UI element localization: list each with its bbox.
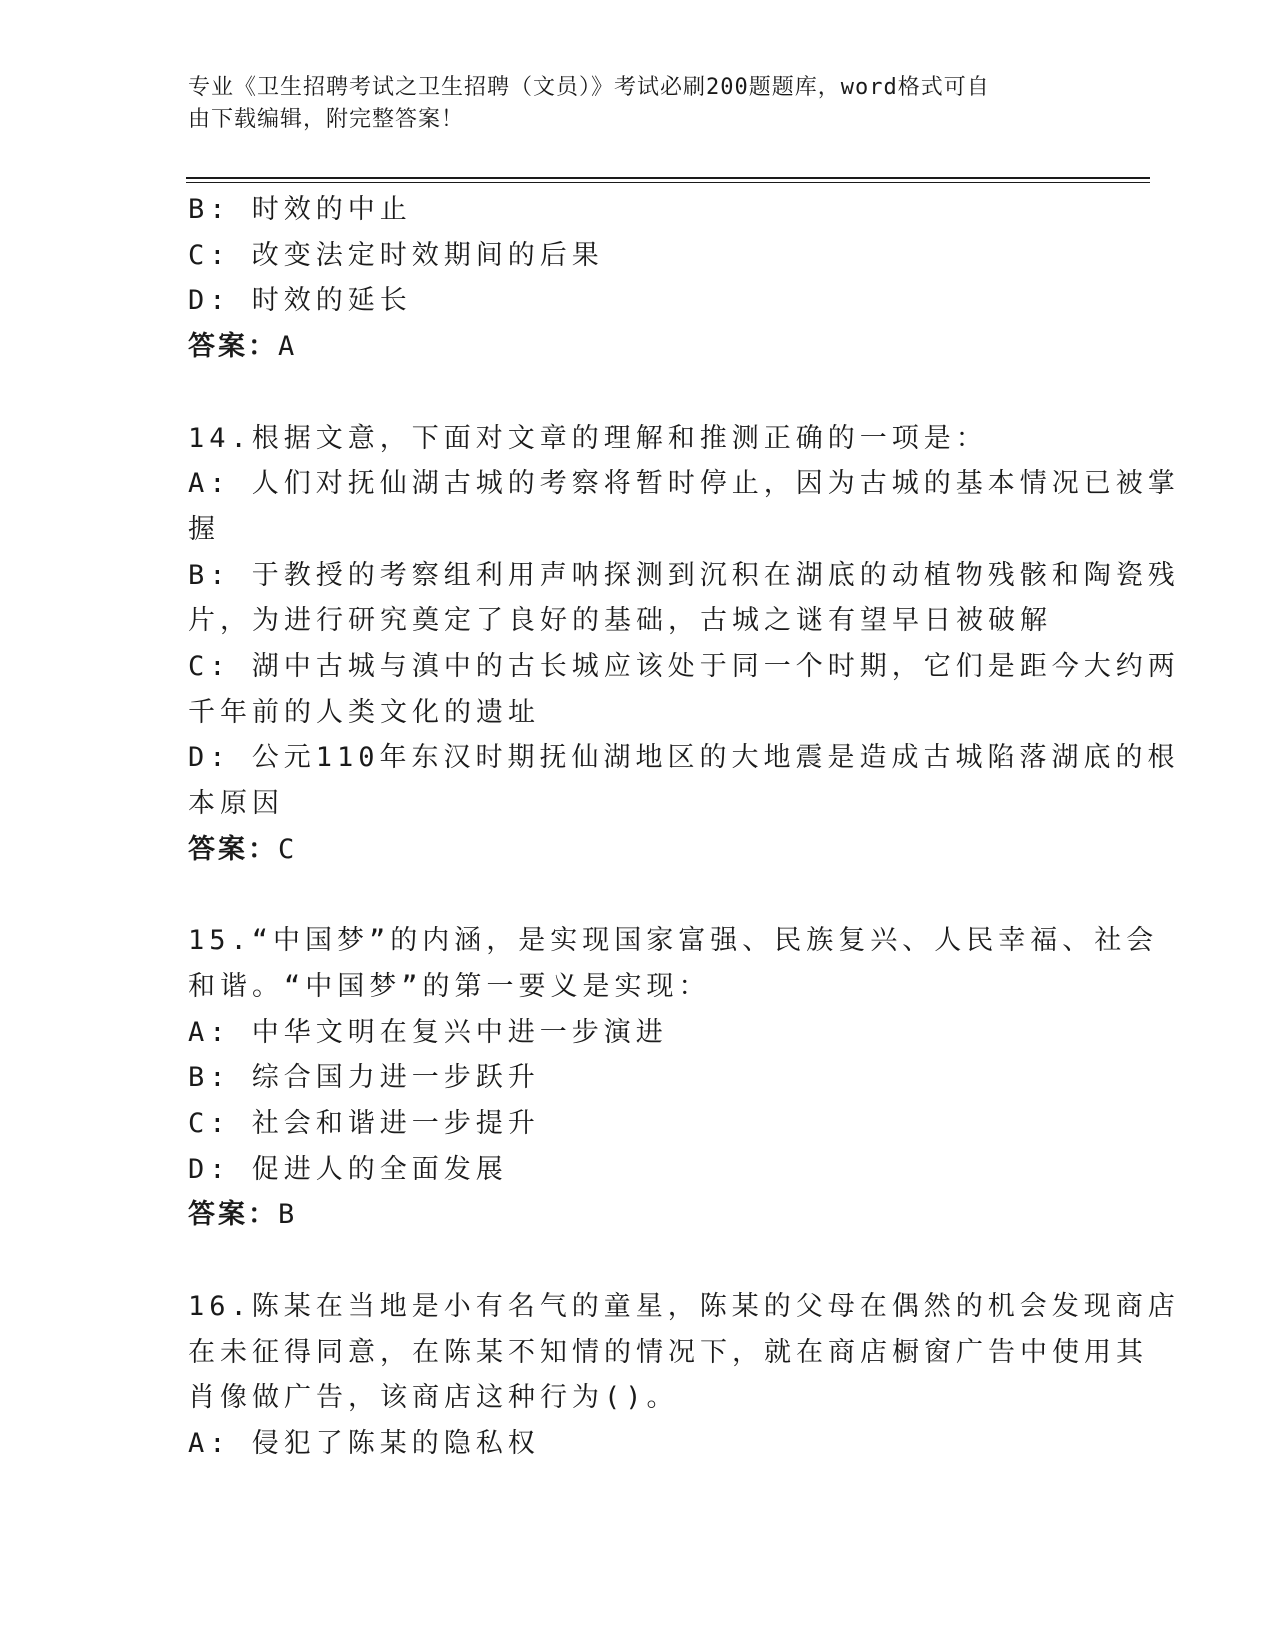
option-a: A: 中华文明在复兴中进一步演进: [188, 1016, 668, 1048]
option-a: A: 侵犯了陈某的隐私权: [188, 1427, 540, 1459]
spacer: [188, 370, 1068, 416]
answer-label: 答案：: [188, 833, 278, 865]
option-b: B: 综合国力进一步跃升: [188, 1062, 540, 1094]
answer-line: [188, 827, 1068, 873]
question-stem-cont: 在未征得同意，在陈某不知情的情况下，就在商店橱窗广告中使用其: [188, 1336, 1148, 1368]
option-d-cont: 本原因: [188, 788, 284, 820]
option-b: B: 时效的中止: [188, 194, 412, 225]
question-stem: 16.陈某在当地是小有名气的童星，陈某的父母在偶然的机会发现商店: [188, 1290, 1180, 1322]
spacer: [188, 873, 1068, 919]
question-content: [188, 187, 1180, 1467]
document-header: [188, 72, 1068, 136]
header-line-1: 专业《卫生招聘考试之卫生招聘（文员）》考试必刷200题题库，word格式可自: [188, 75, 990, 100]
answer-value: B: [278, 1199, 300, 1231]
answer-value: C: [278, 833, 300, 865]
question-14: [188, 416, 1180, 873]
question-stem-cont: 肖像做广告，该商店这种行为()。: [188, 1382, 679, 1414]
answer-line: [188, 324, 1068, 370]
option-c: C: 湖中古城与滇中的古长城应该处于同一个时期，它们是距今大约两: [188, 651, 1180, 683]
answer-line: [188, 1192, 1068, 1238]
question-stem: 15.“中国梦”的内涵，是实现国家富强、民族复兴、人民幸福、社会: [188, 925, 1159, 957]
header-line-2: 由下载编辑，附完整答案！: [188, 107, 465, 132]
question-16: [188, 1284, 1180, 1467]
option-c: C: 社会和谐进一步提升: [188, 1108, 540, 1140]
option-c-cont: 千年前的人类文化的遗址: [188, 696, 540, 728]
spacer: [188, 1238, 1068, 1284]
answer-label: 答案：: [188, 1199, 278, 1231]
header-rule-thin: [186, 182, 1150, 183]
option-d: D: 促进人的全面发展: [188, 1153, 508, 1185]
option-b-cont: 片，为进行研究奠定了良好的基础，古城之谜有望早日被破解: [188, 605, 1052, 637]
option-a-cont: 握: [188, 513, 220, 545]
option-d: D: 公元110年东汉时期抚仙湖地区的大地震是造成古城陷落湖底的根: [188, 742, 1180, 774]
option-c: C: 改变法定时效期间的后果: [188, 239, 604, 271]
question-15: [188, 918, 1159, 1238]
option-b: B: 于教授的考察组利用声呐探测到沉积在湖底的动植物残骸和陶瓷残: [188, 559, 1180, 591]
header-rule-thick: [186, 177, 1150, 179]
question-stem: 14.根据文意，下面对文章的理解和推测正确的一项是：: [188, 422, 988, 454]
option-a: A: 人们对抚仙湖古城的考察将暂时停止，因为古城的基本情况已被掌: [188, 468, 1180, 500]
answer-value: A: [278, 331, 300, 363]
option-d: D: 时效的延长: [188, 285, 412, 317]
answer-label: 答案：: [188, 331, 278, 363]
question-13-tail: [188, 187, 1068, 370]
question-stem-cont: 和谐。“中国梦”的第一要义是实现：: [188, 970, 711, 1002]
